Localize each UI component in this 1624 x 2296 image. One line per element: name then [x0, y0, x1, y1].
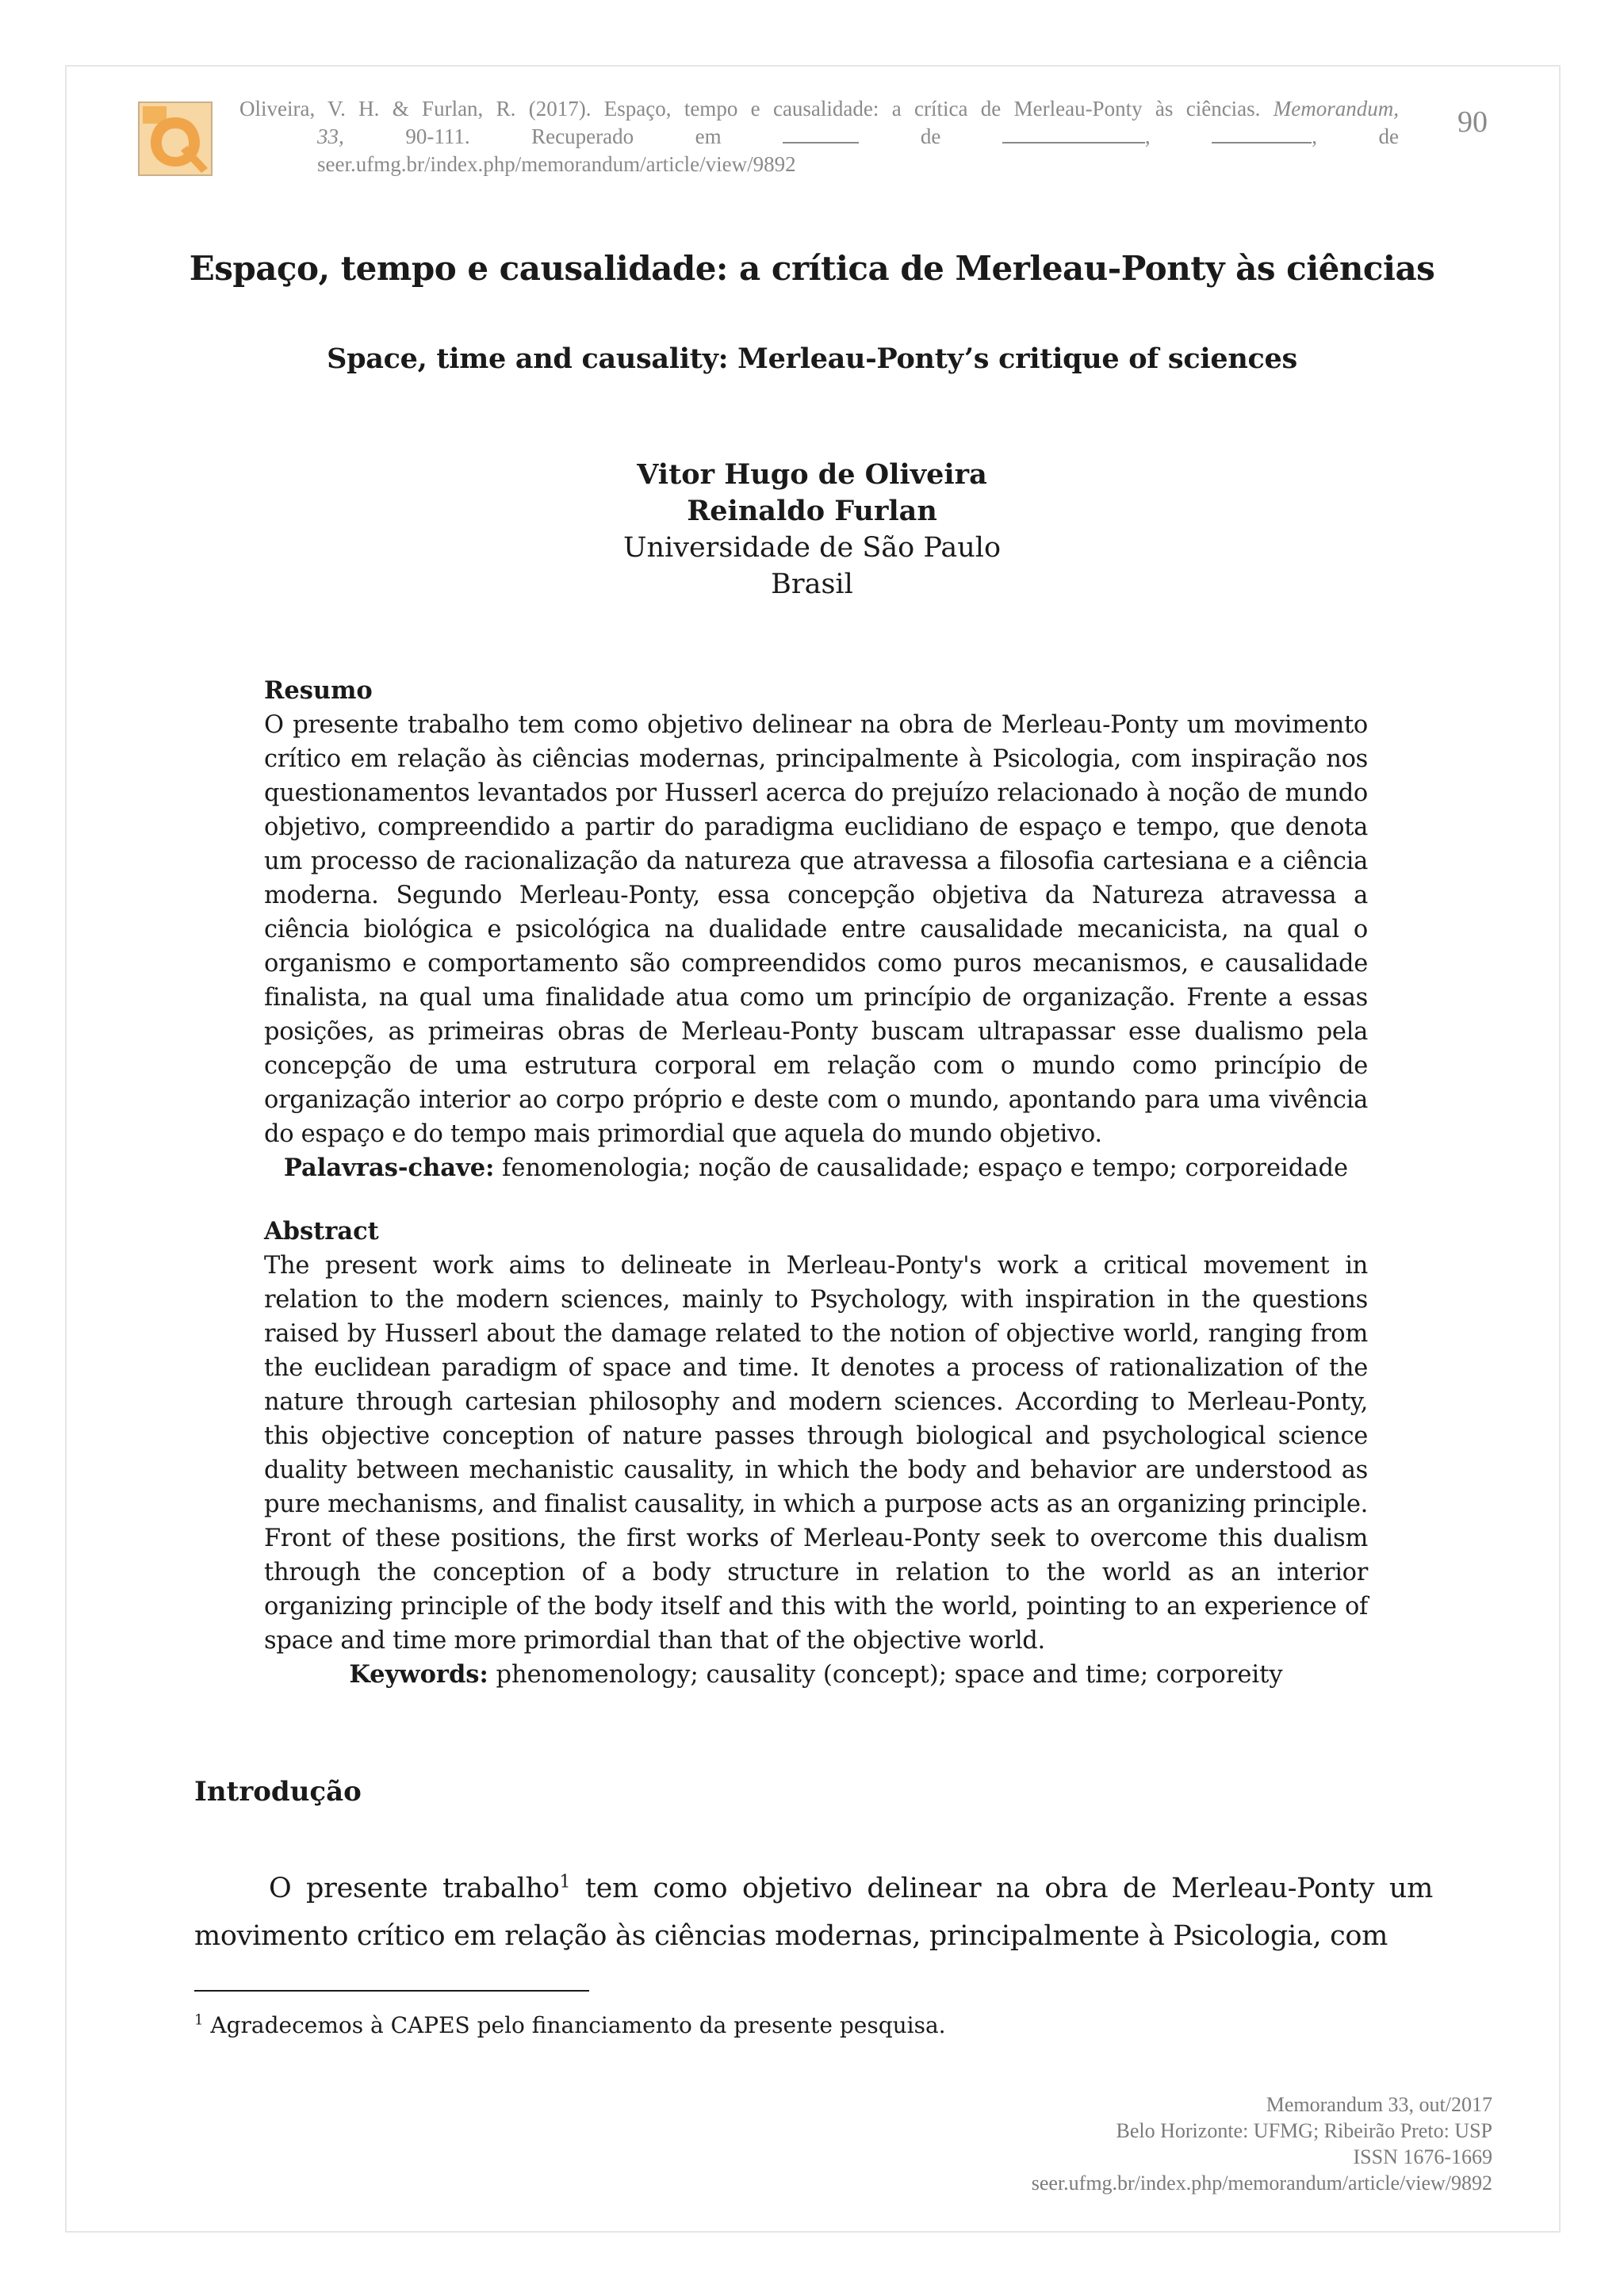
- resumo-keywords: [264, 1151, 1368, 1185]
- article-title: Espaço, tempo e causalidade: a crítica de Merleau-Ponty às ciências: [189, 249, 1435, 288]
- keywords-list: phenomenology; causality (concept); space and time; corporeity: [496, 1661, 1283, 1689]
- journal-volume: 33,: [317, 124, 344, 148]
- resumo-text: O presente trabalho tem como objetivo delinear na obra de Merleau-Ponty um movimento crítico em relação às ciências modernas, principalmente à Psicologia, com inspiração nos questionamentos levantados por Husserl acerca do prejuízo relacionado à noção de mundo objetivo, compreendido a partir do paradigma euclidiano de espaço e tempo, que denota um processo de racionalização da natureza que atravessa a filosofia cartesiana e a ciência moderna. Segundo Merleau-Ponty, essa concepção objetiva da Natureza atravessa a ciência biológica e psicológica na dualidade entre causalidade mecanicista, na qual o organismo e comportamento são compreendidos como puros mecanismos, e causalidade finalista, na qual uma finalidade atua como um princípio de organização. Frente a essas posições, as primeiras obras de Merleau-Ponty buscam ultrapassar esse dualismo pela concepção de uma estrutura corporal em relação com o mundo como princípio de organização interior ao corpo próprio e deste com o mundo, apontando para uma vivência do espaço e do tempo mais primordial que aquela do mundo objetivo.: [264, 711, 1368, 1148]
- intro-text-start: O presente trabalho: [269, 1873, 560, 1904]
- de-label-1: de: [920, 124, 941, 148]
- blank-month: [1002, 128, 1145, 144]
- author-name: Reinaldo Furlan: [687, 495, 937, 527]
- resumo-block: [264, 674, 1368, 1185]
- section-heading-introducao: Introdução: [194, 1776, 362, 1808]
- citation-text: Oliveira, V. H. & Furlan, R. (2017). Espaço, tempo e causalidade: a crítica de Merleau-Ponty às ciências.: [239, 97, 1261, 121]
- article-subtitle: Space, time and causality: Merleau-Ponty’s critique of sciences: [327, 342, 1297, 375]
- footnote-reference[interactable]: 1: [559, 1872, 571, 1892]
- footer-issue: Memorandum 33, out/2017: [1266, 2093, 1492, 2116]
- page-footer: [1032, 2091, 1492, 2196]
- header-url: seer.ufmg.br/index.php/memorandum/article/view/9892: [317, 152, 796, 176]
- em-label: em: [695, 124, 722, 148]
- header-citation: [239, 95, 1399, 178]
- abstract-text: The present work aims to delineate in Merleau-Ponty's work a critical movement in relation to the modern sciences, mainly to Psychology, with inspiration in the questions raised by Husserl about the damage related to the notion of objective world, ranging from the euclidean paradigm of space and time. It denotes a process of rationalization of the nature through cartesian philosophy and modern sciences. According to Merleau-Ponty, this objective conception of nature passes through biological and psychological science duality between mechanistic causality, in which the body and behavior are understood as pure mechanisms, and finalist causality, in which a purpose acts as an organizing principle. Front of these positions, the first works of Merleau-Ponty seek to overcome this dualism through the conception of a body structure in relation to the world as an interior organizing principle of the body itself and this with the world, pointing to an experience of space and time more primordial than that of the objective world.: [264, 1252, 1368, 1655]
- de-label-2: de: [1378, 124, 1400, 148]
- comma-2: ,: [1312, 124, 1317, 148]
- footnote-text: Agradecemos à CAPES pelo financiamento da presente pesquisa.: [203, 2012, 946, 2038]
- recuperado-label: Recuperado: [531, 124, 634, 148]
- keywords-label: Keywords:: [349, 1660, 488, 1689]
- footer-publisher: Belo Horizonte: UFMG; Ribeirão Preto: USP: [1116, 2119, 1492, 2142]
- page-number: 90: [1457, 105, 1488, 139]
- resumo-heading: Resumo: [264, 676, 373, 705]
- blank-day: [783, 128, 859, 144]
- blank-year: [1212, 128, 1312, 144]
- journal-name: Memorandum,: [1273, 97, 1400, 121]
- intro-text-rest: tem como objetivo delinear na obra de Merleau-Ponty um movimento crítico em relação às ciências modernas, principalmente à Psicologia, com: [194, 1873, 1433, 1952]
- footnote: [194, 2012, 946, 2038]
- keywords-list: fenomenologia; noção de causalidade; espaço e tempo; corporeidade: [502, 1154, 1349, 1182]
- author-name: Vitor Hugo de Oliveira: [637, 458, 987, 491]
- institution: Universidade de São Paulo: [622, 532, 1002, 564]
- abstract-heading: Abstract: [264, 1217, 379, 1246]
- footnote-separator: [194, 1990, 589, 1992]
- abstract-keywords: [264, 1658, 1368, 1692]
- footer-issn: ISSN 1676-1669: [1353, 2145, 1492, 2168]
- citation-pages: 90-111.: [405, 124, 470, 148]
- memorandum-q-logo-icon: [138, 101, 213, 176]
- comma-1: ,: [1144, 124, 1151, 148]
- abstract-block: [264, 1215, 1368, 1692]
- introduction-paragraph: [194, 1865, 1433, 1960]
- country: Brasil: [771, 568, 853, 600]
- author-block: [0, 457, 1624, 603]
- footnote-marker: 1: [194, 2011, 204, 2029]
- footer-url: seer.ufmg.br/index.php/memorandum/article/view/9892: [1031, 2172, 1492, 2195]
- keywords-label: Palavras-chave:: [283, 1154, 495, 1182]
